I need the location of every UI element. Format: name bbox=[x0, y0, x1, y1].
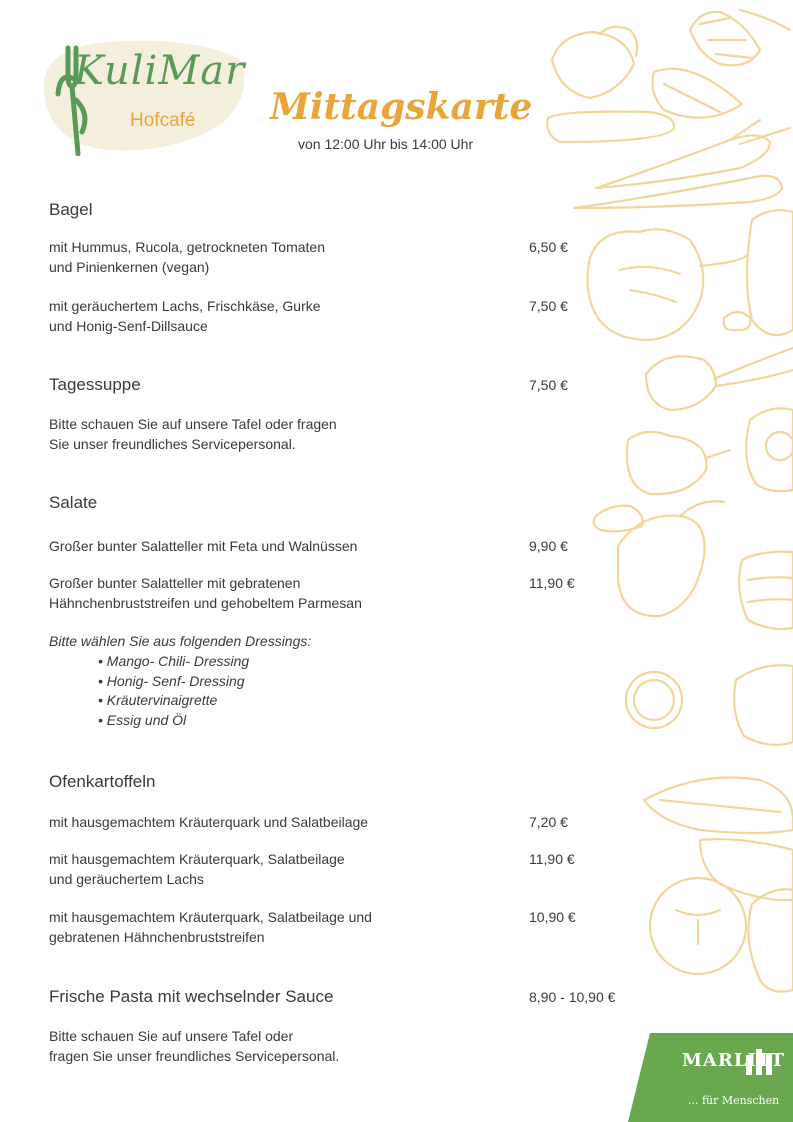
menu-item-description bbox=[49, 238, 325, 277]
line: mit Hummus, Rucola, getrockneten Tomaten bbox=[49, 239, 325, 255]
line: und geräuchertem Lachs bbox=[49, 870, 204, 887]
line: mit hausgemachtem Kräuterquark, Salatbeilage und bbox=[49, 909, 372, 925]
dressing-list bbox=[98, 652, 249, 730]
line: Großer bunter Salatteller mit gebratenen bbox=[49, 575, 301, 591]
list-item: • Mango- Chili- Dressing bbox=[98, 653, 250, 669]
menu-item-price: 11,90 € bbox=[529, 851, 575, 867]
line: Bitte schauen Sie auf unsere Tafel oder fragen bbox=[49, 416, 337, 432]
menu-item-price: 6,50 € bbox=[529, 239, 568, 255]
brand-badge bbox=[628, 1033, 793, 1122]
section-title-soup: Tagessuppe bbox=[49, 375, 141, 394]
list-item: • Essig und Öl bbox=[98, 711, 187, 728]
section-title-pasta: Frische Pasta mit wechselnder Sauce bbox=[49, 987, 334, 1006]
logo-subtitle: Hofcafé bbox=[130, 110, 196, 131]
section-title-salads: Salate bbox=[49, 493, 98, 512]
line: Bitte schauen Sie auf unsere Tafel oder bbox=[49, 1028, 294, 1044]
opening-hours: von 12:00 Uhr bis 14:00 Uhr bbox=[298, 136, 474, 152]
line: Sie unser freundliches Servicepersonal. bbox=[49, 435, 296, 452]
menu-item-description: mit hausgemachtem Kräuterquark und Salatbeilage bbox=[49, 814, 369, 830]
page-title: Mittagskarte bbox=[270, 86, 533, 128]
menu-item-price: 7,20 € bbox=[529, 814, 568, 830]
dressing-intro: Bitte wählen Sie aus folgenden Dressings: bbox=[49, 633, 312, 649]
pasta-description bbox=[49, 1027, 339, 1066]
line: und Honig-Senf-Dillsauce bbox=[49, 317, 208, 334]
menu-item-description bbox=[49, 297, 321, 336]
section-title-bagel: Bagel bbox=[49, 200, 93, 219]
line: mit hausgemachtem Kräuterquark, Salatbeilage bbox=[49, 851, 345, 867]
list-item: • Kräutervinaigrette bbox=[98, 692, 218, 708]
menu-item-description bbox=[49, 850, 345, 889]
soup-price: 7,50 € bbox=[529, 377, 568, 393]
line: mit geräuchertem Lachs, Frischkäse, Gurke bbox=[49, 298, 321, 314]
menu-item-price: 7,50 € bbox=[529, 298, 568, 314]
badge-tagline: ... für Menschen bbox=[688, 1094, 780, 1107]
soup-description bbox=[49, 415, 337, 454]
list-item: • Honig- Senf- Dressing bbox=[98, 672, 245, 689]
menu-item-price: 11,90 € bbox=[529, 575, 575, 591]
line: fragen Sie unser freundliches Servicepersonal. bbox=[49, 1047, 340, 1064]
logo-text: KuliMar bbox=[74, 48, 246, 94]
menu-item-description bbox=[49, 574, 362, 613]
line: Hähnchenbruststreifen und gehobeltem Parmesan bbox=[49, 594, 362, 611]
line: gebratenen Hähnchenbruststreifen bbox=[49, 928, 265, 945]
badge-brand-name: MARLITT bbox=[682, 1050, 786, 1071]
menu-item-description: Großer bunter Salatteller mit Feta und Walnüssen bbox=[49, 538, 358, 554]
menu-item-description bbox=[49, 908, 372, 947]
menu-item-price: 9,90 € bbox=[529, 538, 568, 554]
section-title-potatoes: Ofenkartoffeln bbox=[49, 772, 156, 791]
pasta-price: 8,90 - 10,90 € bbox=[529, 989, 616, 1005]
line: und Pinienkernen (vegan) bbox=[49, 258, 210, 275]
menu-item-price: 10,90 € bbox=[529, 909, 576, 925]
